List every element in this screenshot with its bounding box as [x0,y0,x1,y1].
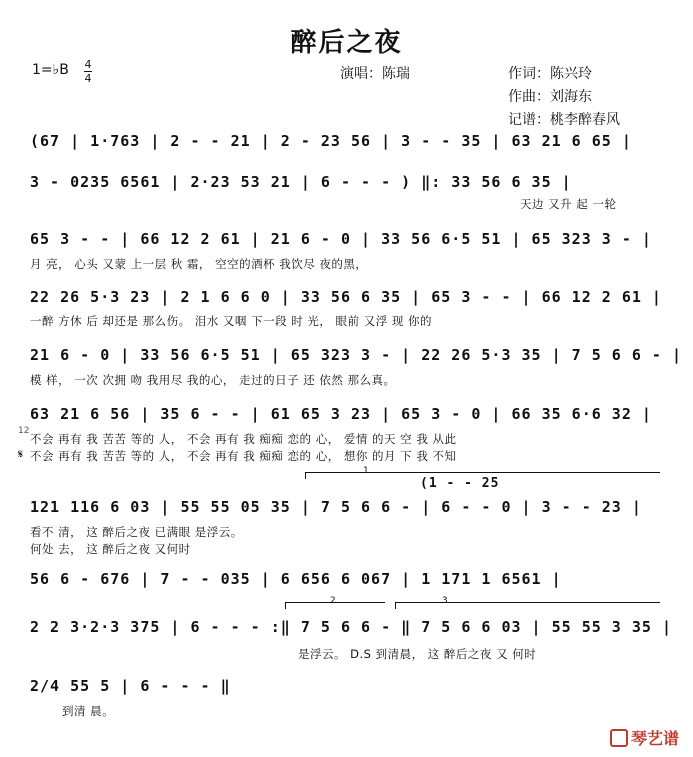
lyrics-row-9: 是浮云。 D.S 到清晨， 这 醉后之夜 又 何时 [298,647,537,661]
singer-credit: 演唱：陈瑞 [340,66,410,82]
lyrics-row-7b: 何处 去， 这 醉后之夜 又何时 [30,542,191,556]
volta-1-paren: (1 - - 25 [420,476,500,491]
logo-text: 琴艺谱 [630,729,679,748]
score-row-4: 22 26 5·3 23 | 2 1 6 6 0 | 33 56 6 35 | 65 3 - - | 66 12 2 61 | [30,288,662,306]
volta-1-bracket [305,472,660,473]
score-row-8: 56 6 - 676 | 7 - - 035 | 6 656 6 067 | 1 171 1 6561 | [30,570,562,588]
volta-2-number: 2 [330,596,336,606]
logo-icon [610,729,628,747]
lyrics-row-6a: 不会 再有 我 苦苦 等的 人， 不会 再有 我 痴痴 恋的 心， 爱情 的天 空 我 从此 [30,432,457,446]
time-signature-top: 4 [84,58,92,71]
lyrics-row-6b: 不会 再有 我 苦苦 等的 人， 不会 再有 我 痴痴 恋的 心， 想你 的月 下 我 不知 [30,449,457,463]
transcriber-credit: 记谱：桃李醉春风 [508,112,620,128]
song-title: 醉后之夜 [290,28,403,58]
volta-3-number: 3 [442,596,448,606]
volta-1-number: 1 [363,466,369,476]
key-signature: 1=♭B [32,62,69,78]
segno-icon: 𝄋 [18,447,24,461]
lyrics-row-5: 模 样， 一次 次拥 吻 我用尽 我的心， 走过的日子 还 依然 那么真。 [30,373,396,387]
lyricist-credit: 作词：陈兴玲 [508,66,592,82]
segno-number: 12 [18,426,30,436]
score-row-1: (67 | 1·763 | 2 - - 21 | 2 - 23 56 | 3 - - 35 | 63 21 6 65 | [30,132,632,150]
lyrics-row-4: 一醉 方休 后 却还是 那么伤。 泪水 又咽 下一段 时 光， 眼前 又浮 现 你的 [30,314,433,328]
score-row-9: 2 2 3·2·3 375 | 6 - - - :‖ 7 5 6 6 - ‖ 7 5 6 6 03 | 55 55 3 35 | [30,618,672,636]
time-signature [84,59,92,84]
lyrics-row-7a: 看不 清， 这 醉后之夜 已满眼 是浮云。 [30,525,243,539]
lyrics-row-2: 天边 又升 起 一轮 [520,197,617,211]
score-row-3: 65 3 - - | 66 12 2 61 | 21 6 - 0 | 33 56 6·5 51 | 65 323 3 - | [30,230,652,248]
site-logo[interactable] [610,726,679,749]
lyrics-row-10: 到清 晨。 [62,704,115,718]
volta-3-bracket [395,602,660,603]
lyrics-row-3: 月 亮， 心头 又蒙 上一层 秋 霜， 空空的酒杯 我饮尽 夜的黑， [30,257,368,271]
score-row-2: 3 - 0235 6561 | 2·23 53 21 | 6 - - - ) ‖: 33 56 6 35 | [30,173,572,191]
score-row-5: 21 6 - 0 | 33 56 6·5 51 | 65 323 3 - | 22 26 5·3 35 | 7 5 6 6 - | [30,346,682,364]
score-row-7: 121 116 6 03 | 55 55 05 35 | 7 5 6 6 - | 6 - - 0 | 3 - - 23 | [30,498,642,516]
time-signature-bottom: 4 [84,72,92,85]
score-row-6: 63 21 6 56 | 35 6 - - | 61 65 3 23 | 65 3 - 0 | 66 35 6·6 32 | [30,405,652,423]
composer-credit: 作曲：刘海东 [508,89,592,105]
score-row-10: 2/4 55 5 | 6 - - - ‖ [30,677,231,695]
